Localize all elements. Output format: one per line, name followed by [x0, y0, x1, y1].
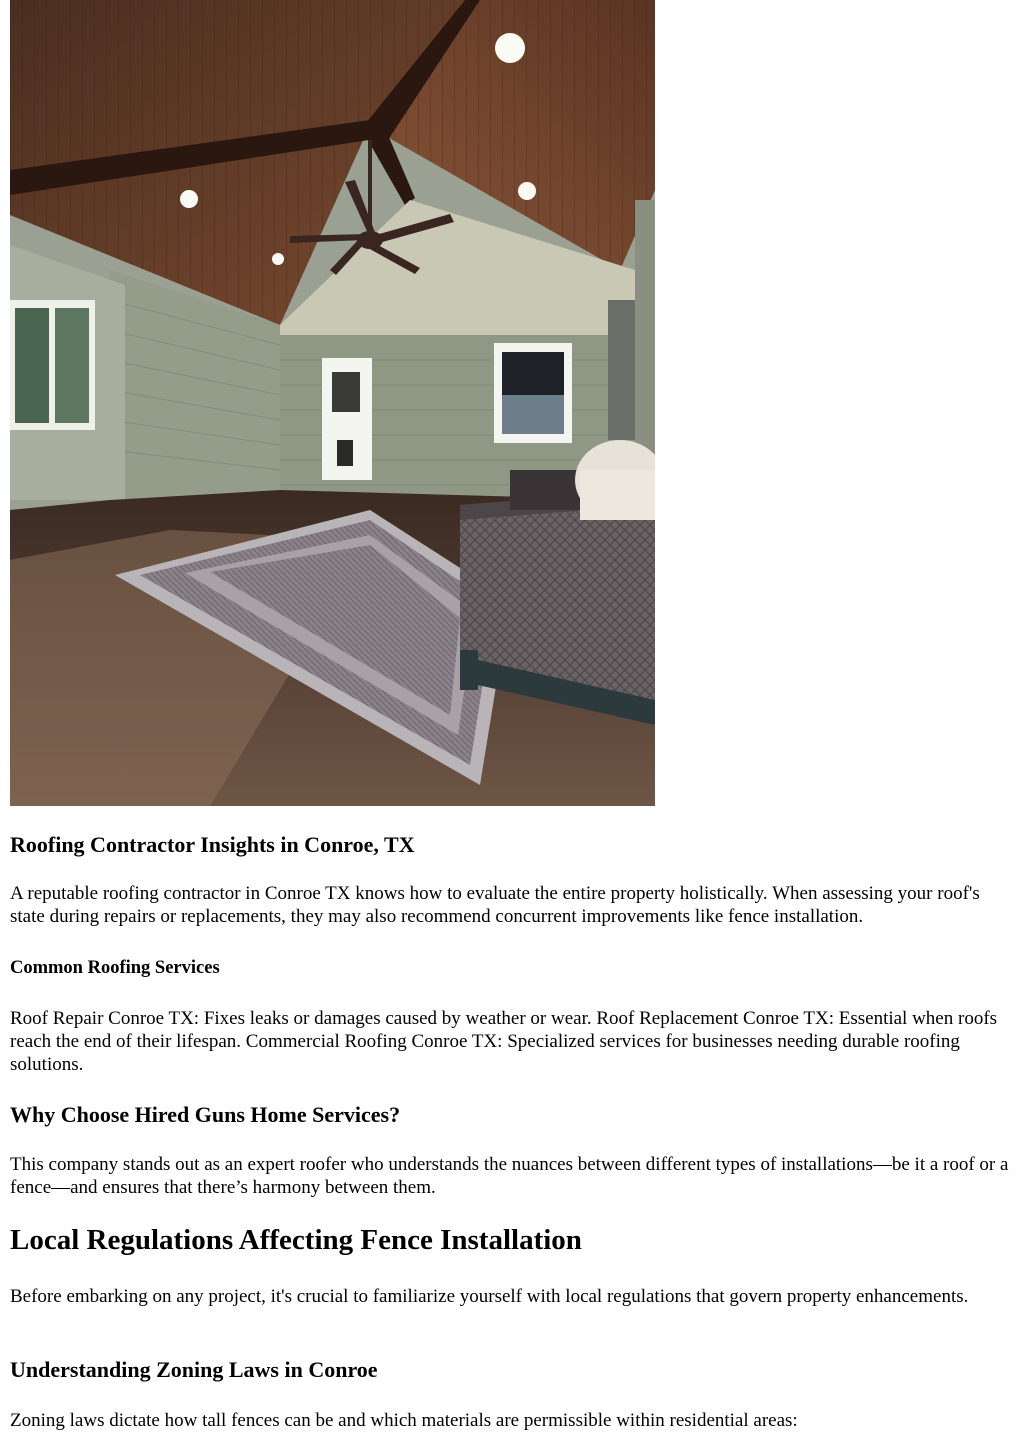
- paragraph-roofing-intro: A reputable roofing contractor in Conroe TX knows how to evaluate the entire property holistically. When assessing your roof's state during repairs or replacements, they may also recommend concurrent improvements like fence installation.: [10, 883, 980, 927]
- hero-image: [10, 0, 655, 806]
- heading-why-choose: Why Choose Hired Guns Home Services?: [10, 1102, 401, 1127]
- heading-roofing-contractor-insights: Roofing Contractor Insights in Conroe, TX: [10, 832, 415, 857]
- paragraph-local-regulations: Before embarking on any project, it's crucial to familiarize yourself with local regulations that govern property enhancements.: [10, 1286, 969, 1307]
- heading-zoning-laws: Understanding Zoning Laws in Conroe: [10, 1357, 378, 1382]
- paragraph-roofing-services: Roof Repair Conroe TX: Fixes leaks or damages caused by weather or wear. Roof Replacement Conroe TX: Essential when roofs reach the end of their lifespan. Commercial Roofing Conroe TX: Specialized services for businesses needing durable roofing solutions.: [10, 1008, 998, 1075]
- paragraph-zoning-laws: Zoning laws dictate how tall fences can be and which materials are permissible within residential areas:: [10, 1410, 798, 1431]
- heading-local-regulations: Local Regulations Affecting Fence Installation: [10, 1224, 582, 1256]
- heading-common-roofing-services: Common Roofing Services: [10, 958, 220, 978]
- paragraph-why-choose: This company stands out as an expert roofer who understands the nuances between different types of installations—be it a roof or a fence—and ensures that there’s harmony between them.: [10, 1154, 1009, 1198]
